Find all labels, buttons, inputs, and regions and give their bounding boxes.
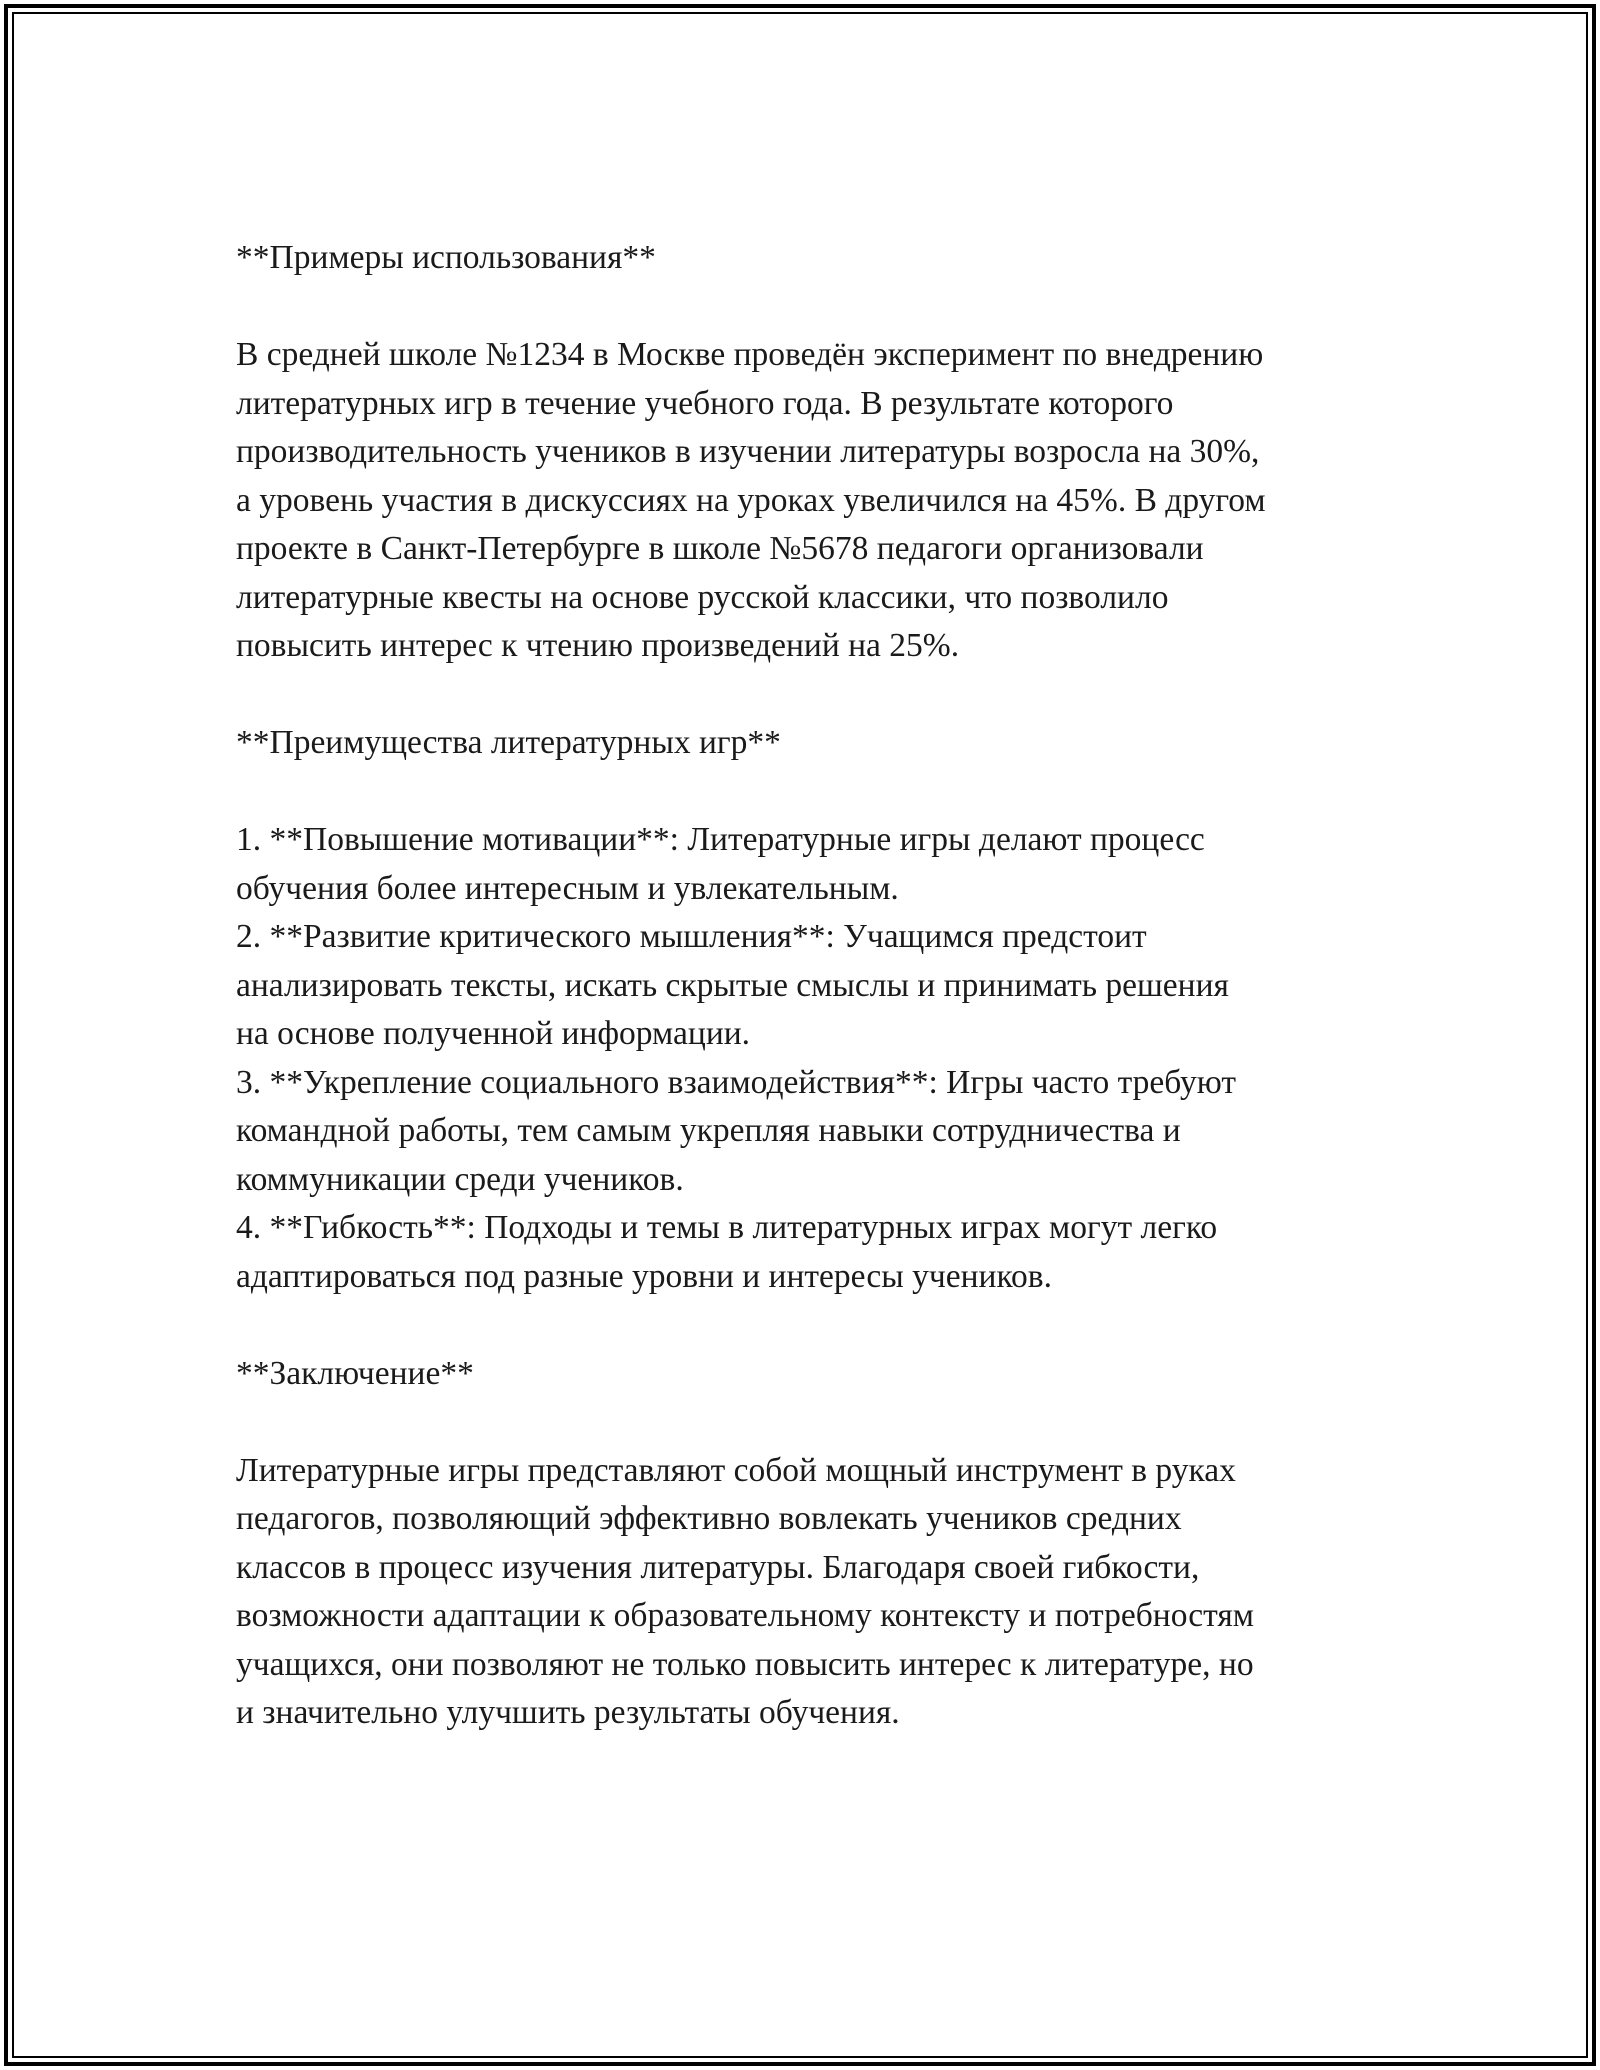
- list-item: 2. **Развитие критического мышления**: Учащимся предстоит анализировать тексты, искать скрытые смыслы и принимать решения на основе полученной информации.: [236, 918, 1229, 1052]
- document-body: [236, 234, 1396, 1786]
- list-item: 4. **Гибкость**: Подходы и темы в литературных играх могут легко адаптироваться под разные уровни и интересы учеников.: [236, 1209, 1218, 1295]
- paragraph-examples: В средней школе №1234 в Москве проведён эксперимент по внедрению литературных игр в течение учебного года. В результате которого производительность учеников в изучении литературы возросла на 30%, а уровень участия в дискуссиях на уроках увеличился на 45%. В другом проекте в Санкт-Петербурге в школе №5678 педагоги организовали литературные квесты на основе русской классики, что позволило повысить интерес к чтению произведений на 25%.: [236, 336, 1266, 664]
- paragraph-conclusion: Литературные игры представляют собой мощный инструмент в руках педагогов, позволяющий эффективно вовлекать учеников средних классов в процесс изучения литературы. Благодаря своей гибкости, возможности адаптации к образовательному контексту и потребностям учащихся, они позволяют не только повысить интерес к литературе, но и значительно улучшить результаты обучения.: [236, 1451, 1254, 1731]
- list-item: 3. **Укрепление социального взаимодействия**: Игры часто требуют командной работы, тем самым укрепляя навыки сотрудничества и коммуникации среди учеников.: [236, 1063, 1237, 1198]
- heading-conclusion: **Заключение**: [236, 1354, 474, 1392]
- advantages-list: [236, 816, 1396, 1301]
- heading-advantages: **Преимущества литературных игр**: [236, 724, 781, 761]
- list-item: 1. **Повышение мотивации**: Литературные игры делают процесс обучения более интересным и увлекательным.: [236, 821, 1205, 907]
- heading-examples: **Примеры использования**: [236, 239, 656, 276]
